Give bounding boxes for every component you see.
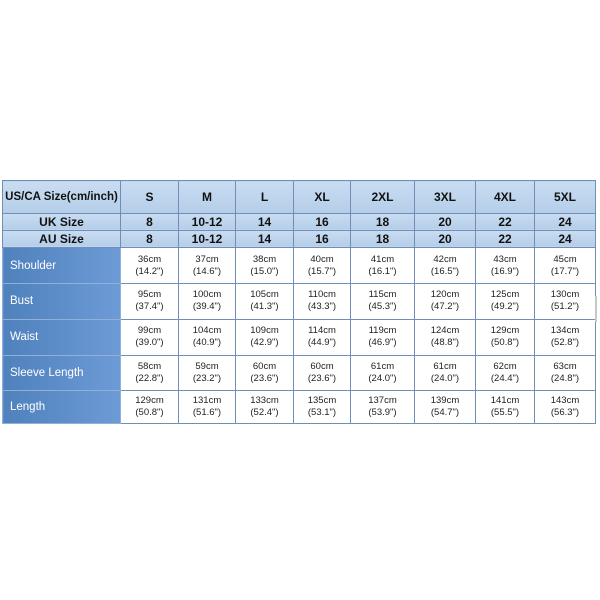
row-label-length: Length [3,391,121,424]
au-size-value: 10-12 [179,230,236,247]
measurement-cell [351,284,415,320]
measurement-cell [476,319,535,355]
inch-value: (50.8") [490,337,520,349]
measurement-cell [236,391,294,424]
cm-value: 41cm [370,253,395,265]
measurement-cell [121,355,179,391]
inch-value: (24.8") [550,373,580,384]
cm-value: 104cm [192,325,222,337]
measurement-row-waist [3,319,596,355]
cm-value: 42cm [433,253,457,265]
inch-value: (41.3") [250,301,279,313]
cm-value: 133cm [250,395,279,407]
uk-size-value: 22 [476,213,535,230]
measurement-row-bust [3,284,596,320]
inch-value: (52.8") [550,337,580,349]
cm-value: 130cm [550,289,580,301]
uk-size-value: 14 [236,213,294,230]
cm-value: 120cm [430,289,460,301]
inch-value: (56.3") [550,407,580,419]
inch-value: (53.9") [368,407,397,419]
measurement-cell [121,248,179,284]
inch-value: (16.1") [368,265,397,277]
measurement-cell [236,355,294,391]
inch-value: (24.0") [430,373,460,384]
cm-value: 38cm [252,253,277,265]
inch-value: (44.9") [307,337,337,349]
size-header: L [236,181,294,214]
au-size-row [3,230,596,247]
au-size-value: 8 [121,230,179,247]
measurement-cell [294,248,351,284]
inch-value: (42.9") [250,337,279,349]
measurement-cell [236,284,294,320]
scrollbar-mark [595,296,597,322]
uk-size-value: 8 [121,213,179,230]
cm-value: 100cm [192,289,222,301]
inch-value: (47.2") [430,301,460,313]
inch-value: (39.0") [135,337,164,349]
measurement-row-length [3,391,596,424]
uk-size-row [3,213,596,230]
au-size-value: 16 [294,230,351,247]
measurement-cell [415,391,476,424]
measurement-cell [535,284,596,320]
cm-value: 131cm [192,395,222,407]
inch-value: (24.4") [490,373,520,384]
inch-value: (45.3") [368,301,397,313]
measurement-cell [351,248,415,284]
inch-value: (40.9") [192,337,222,349]
inch-value: (16.5") [430,265,460,277]
measurement-cell [535,391,596,424]
inch-value: (24.0") [368,373,397,384]
measurement-cell [121,319,179,355]
au-size-label: AU Size [3,230,121,247]
size-chart-table [2,180,596,424]
cm-value: 137cm [368,395,397,407]
measurement-cell [535,319,596,355]
cm-value: 36cm [137,253,162,265]
measurement-cell [476,391,535,424]
cm-value: 129cm [135,395,164,407]
cm-value: 129cm [490,325,520,337]
inch-value: (48.8") [430,337,460,349]
inch-value: (14.6") [192,265,222,277]
inch-value: (51.6") [192,407,222,419]
measurement-cell [415,284,476,320]
measurement-cell [535,355,596,391]
size-header: M [179,181,236,214]
cm-value: 109cm [250,325,279,337]
us-size-header-row [3,181,596,214]
measurement-row-sleeve-length [3,355,596,391]
measurement-cell [415,248,476,284]
uk-size-value: 16 [294,213,351,230]
measurement-cell [294,284,351,320]
measurement-row-shoulder [3,248,596,284]
cm-value: 105cm [250,289,279,301]
inch-value: (39.4") [192,301,222,313]
cm-value: 99cm [137,325,162,337]
row-label-shoulder: Shoulder [3,248,121,284]
cm-value: 134cm [550,325,580,337]
size-header: 4XL [476,181,535,214]
inch-value: (46.9") [368,337,397,349]
measurement-cell [294,355,351,391]
measurement-cell [351,319,415,355]
cm-value: 63cm [553,361,577,372]
inch-value: (14.2") [135,265,164,277]
measurement-cell [476,248,535,284]
inch-value: (37.4") [135,301,164,313]
cm-value: 139cm [430,395,460,407]
measurement-cell [476,355,535,391]
uk-size-value: 24 [535,213,596,230]
cm-value: 40cm [310,253,334,265]
inch-value: (15.0") [250,265,279,277]
cm-value: 62cm [493,361,517,372]
au-size-value: 24 [535,230,596,247]
cm-value: 95cm [137,289,162,301]
au-size-value: 22 [476,230,535,247]
inch-value: (17.7") [550,265,580,277]
inch-value: (53.1") [307,407,337,419]
measurement-cell [535,248,596,284]
measurement-cell [121,391,179,424]
cm-value: 37cm [195,253,219,265]
cm-value: 141cm [490,395,520,407]
uk-size-label: UK Size [3,213,121,230]
cm-value: 143cm [550,395,580,407]
measurement-cell [236,248,294,284]
row-label-bust: Bust [3,284,121,320]
cm-value: 114cm [308,325,336,337]
measurement-cell [415,355,476,391]
measurement-cell [294,319,351,355]
size-header: S [121,181,179,214]
inch-value: (23.6") [307,373,337,384]
cm-value: 59cm [195,361,219,372]
cm-value: 60cm [310,361,334,372]
cm-value: 125cm [490,289,520,301]
inch-value: (15.7") [307,265,337,277]
measurement-cell [294,391,351,424]
measurement-cell [121,284,179,320]
cm-value: 115cm [368,289,397,301]
measurement-cell [476,284,535,320]
measurement-cell [179,355,236,391]
uk-size-value: 20 [415,213,476,230]
inch-value: (23.2") [192,373,222,384]
inch-value: (22.8") [135,373,164,384]
inch-value: (43.3") [307,301,337,313]
au-size-value: 18 [351,230,415,247]
size-header: 3XL [415,181,476,214]
inch-value: (49.2") [490,301,520,313]
inch-value: (55.5") [490,407,520,419]
size-header: XL [294,181,351,214]
measurement-cell [179,248,236,284]
measurement-cell [236,319,294,355]
inch-value: (51.2") [550,301,580,313]
row-label-sleeve-length: Sleeve Length [3,355,121,391]
us-size-header-label: US/CA Size(cm/inch) [3,181,121,214]
au-size-value: 20 [415,230,476,247]
measurement-cell [351,391,415,424]
size-header: 5XL [535,181,596,214]
cm-value: 43cm [493,253,517,265]
measurement-cell [415,319,476,355]
uk-size-value: 18 [351,213,415,230]
cm-value: 124cm [430,325,460,337]
measurement-cell [179,319,236,355]
cm-value: 58cm [137,361,162,372]
size-header: 2XL [351,181,415,214]
measurement-cell [179,391,236,424]
uk-size-value: 10-12 [179,213,236,230]
inch-value: (16.9") [490,265,520,277]
cm-value: 45cm [553,253,577,265]
cm-value: 135cm [307,395,337,407]
inch-value: (52.4") [250,407,279,419]
cm-value: 119cm [368,325,397,337]
inch-value: (23.6") [250,373,279,384]
cm-value: 61cm [433,361,457,372]
cm-value: 110cm [308,289,336,301]
cm-value: 60cm [252,361,277,372]
cm-value: 61cm [370,361,395,372]
measurement-cell [179,284,236,320]
row-label-waist: Waist [3,319,121,355]
inch-value: (50.8") [135,407,164,419]
au-size-value: 14 [236,230,294,247]
inch-value: (54.7") [430,407,460,419]
measurement-cell [351,355,415,391]
